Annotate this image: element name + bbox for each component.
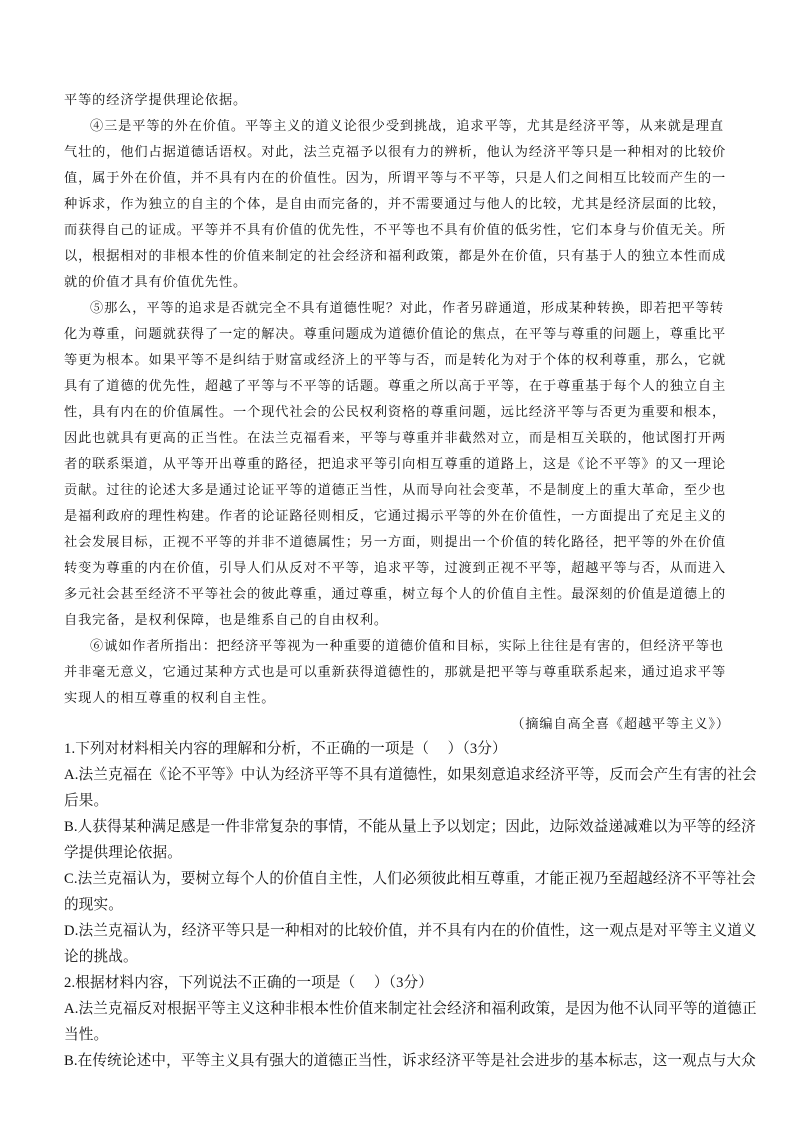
passage-line: 者的联系渠道，从平等开出尊重的路径，把追求平等引向相互尊重的道路上，这是《论不平等》的又一理论	[64, 457, 727, 472]
passage-line: 贡献。过往的论述大多是通过论证平等的道德正当性，从而导向社会变革，不是制度上的重大革命，至少也	[64, 483, 727, 498]
question-option: D.法兰克福认为，经济平等只是一种相对的比较价值，并不具有内在的价值性，这一观点是对平等主义道义	[64, 923, 757, 939]
question-option: 论的挑战。	[64, 949, 138, 965]
question-option: A.法兰克福反对根据平等主义这种非根本性价值来制定社会经济和福利政策，是因为他不认同平等的道德正	[64, 1001, 757, 1017]
passage-line: 转变为尊重的内在价值，引导人们从反对不平等，追求平等，过渡到正视不平等，超越平等与否，从而进入	[64, 561, 727, 576]
question-option: C.法兰克福认为，要树立每个人的价值自主性，人们必须彼此相互尊重，才能正视乃至超越经济不平等社会	[64, 871, 756, 887]
passage-line: 因此也就具有更高的正当性。在法兰克福看来，平等与尊重并非截然对立，而是相互关联的，他试图打开两	[64, 431, 727, 446]
passage-line: 多元社会甚至经济不平等社会的彼此尊重，通过尊重，树立每个人的价值自主性。最深刻的价值是道德上的	[64, 587, 727, 602]
question-option: 后果。	[64, 793, 109, 809]
passage-line: 是福利政府的理性构建。作者的论证路径则相反，它通过揭示平等的外在价值性，一方面提出了充足主义的	[64, 509, 727, 524]
passage-line: 化为尊重，问题就获得了一定的解决。尊重问题成为道德价值论的焦点，在平等与尊重的问题上，尊重比平	[64, 327, 727, 342]
passage-line: 社会发展目标，正视不平等的并非不道德属性；另一方面，则提出一个价值的转化路径，把平等的外在价值	[64, 535, 727, 550]
question-option: 学提供理论依据。	[64, 845, 182, 861]
passage-line: 而获得自己的证成。平等并不具有价值的优先性，不平等也不具有价值的低劣性，它们本身与价值无关。所	[64, 223, 727, 238]
passage-line: 等更为根本。如果平等不是纠结于财富或经济上的平等与否，而是转化为对于个体的权利尊重，那么，它就	[64, 353, 727, 368]
passage-line: ⑤那么，平等的追求是否就完全不具有道德性呢？对此，作者另辟通道，形成某种转换，即若把平等转	[90, 301, 724, 316]
passage-line: ④三是平等的外在价值。平等主义的道义论很少受到挑战，追求平等，尤其是经济平等，从来就是理直	[90, 119, 724, 134]
question-option: B.人获得某种满足感是一件非常复杂的事情，不能从量上予以划定；因此，边际效益递减难以为平等的经济	[64, 819, 756, 835]
passage-line: 自我完备，是权利保障，也是维系自己的自由权利。	[64, 613, 389, 628]
question-stem: 2.根据材料内容，下列说法不正确的一项是（ ）（3分）	[64, 975, 434, 991]
passage-line: 种诉求，作为独立的自主的个体，是自由而完备的，并不需要通过与他人的比较，尤其是经济层面的比较，	[64, 197, 727, 212]
passage-source: （摘编自高全喜《超越平等主义》）	[511, 717, 730, 732]
question-option: 的现实。	[64, 897, 123, 913]
question-option: 当性。	[64, 1027, 109, 1043]
question-stem: 1.下列对材料相关内容的理解和分析，不正确的一项是（ ）（3分）	[64, 741, 507, 757]
passage-line: 平等的经济学提供理论依据。	[64, 93, 248, 108]
passage-line: ⑥诚如作者所指出：把经济平等视为一种重要的道德价值和目标，实际上往往是有害的，但经济平等也	[90, 639, 724, 654]
passage-line: 值，属于外在价值，并不具有内在的价值性。因为，所谓平等与不平等，只是人们之间相互比较而产生的一	[64, 171, 727, 186]
question-option: A.法兰克福在《论不平等》中认为经济平等不具有道德性，如果刻意追求经济平等，反而会产生有害的社会	[64, 767, 757, 783]
passage-line: 以，根据相对的非根本性的价值来制定的社会经济和福利政策，都是外在价值，只有基于人的独立本性而成	[64, 249, 727, 264]
passage-line: 并非毫无意义，它通过某种方式也是可以重新获得道德性的，那就是把平等与尊重联系起来，通过追求平等	[64, 665, 727, 680]
passage-line: 具有了道德的优先性，超越了平等与不平等的话题。尊重之所以高于平等，在于尊重基于每个人的独立自主	[64, 379, 727, 394]
passage-line: 就的价值才具有价值优先性。	[64, 275, 248, 290]
passage-line: 气壮的，他们占据道德话语权。对此，法兰克福予以很有力的辨析，他认为经济平等只是一种相对的比较价	[64, 145, 727, 160]
passage-line: 实现人的相互尊重的权利自主性。	[64, 691, 276, 706]
question-option: B.在传统论述中，平等主义具有强大的道德正当性，诉求经济平等是社会进步的基本标志，这一观点与大众	[64, 1053, 756, 1069]
passage-line: 性，具有内在的价值属性。一个现代社会的公民权利资格的尊重问题，远比经济平等与否更为重要和根本，	[64, 405, 727, 420]
